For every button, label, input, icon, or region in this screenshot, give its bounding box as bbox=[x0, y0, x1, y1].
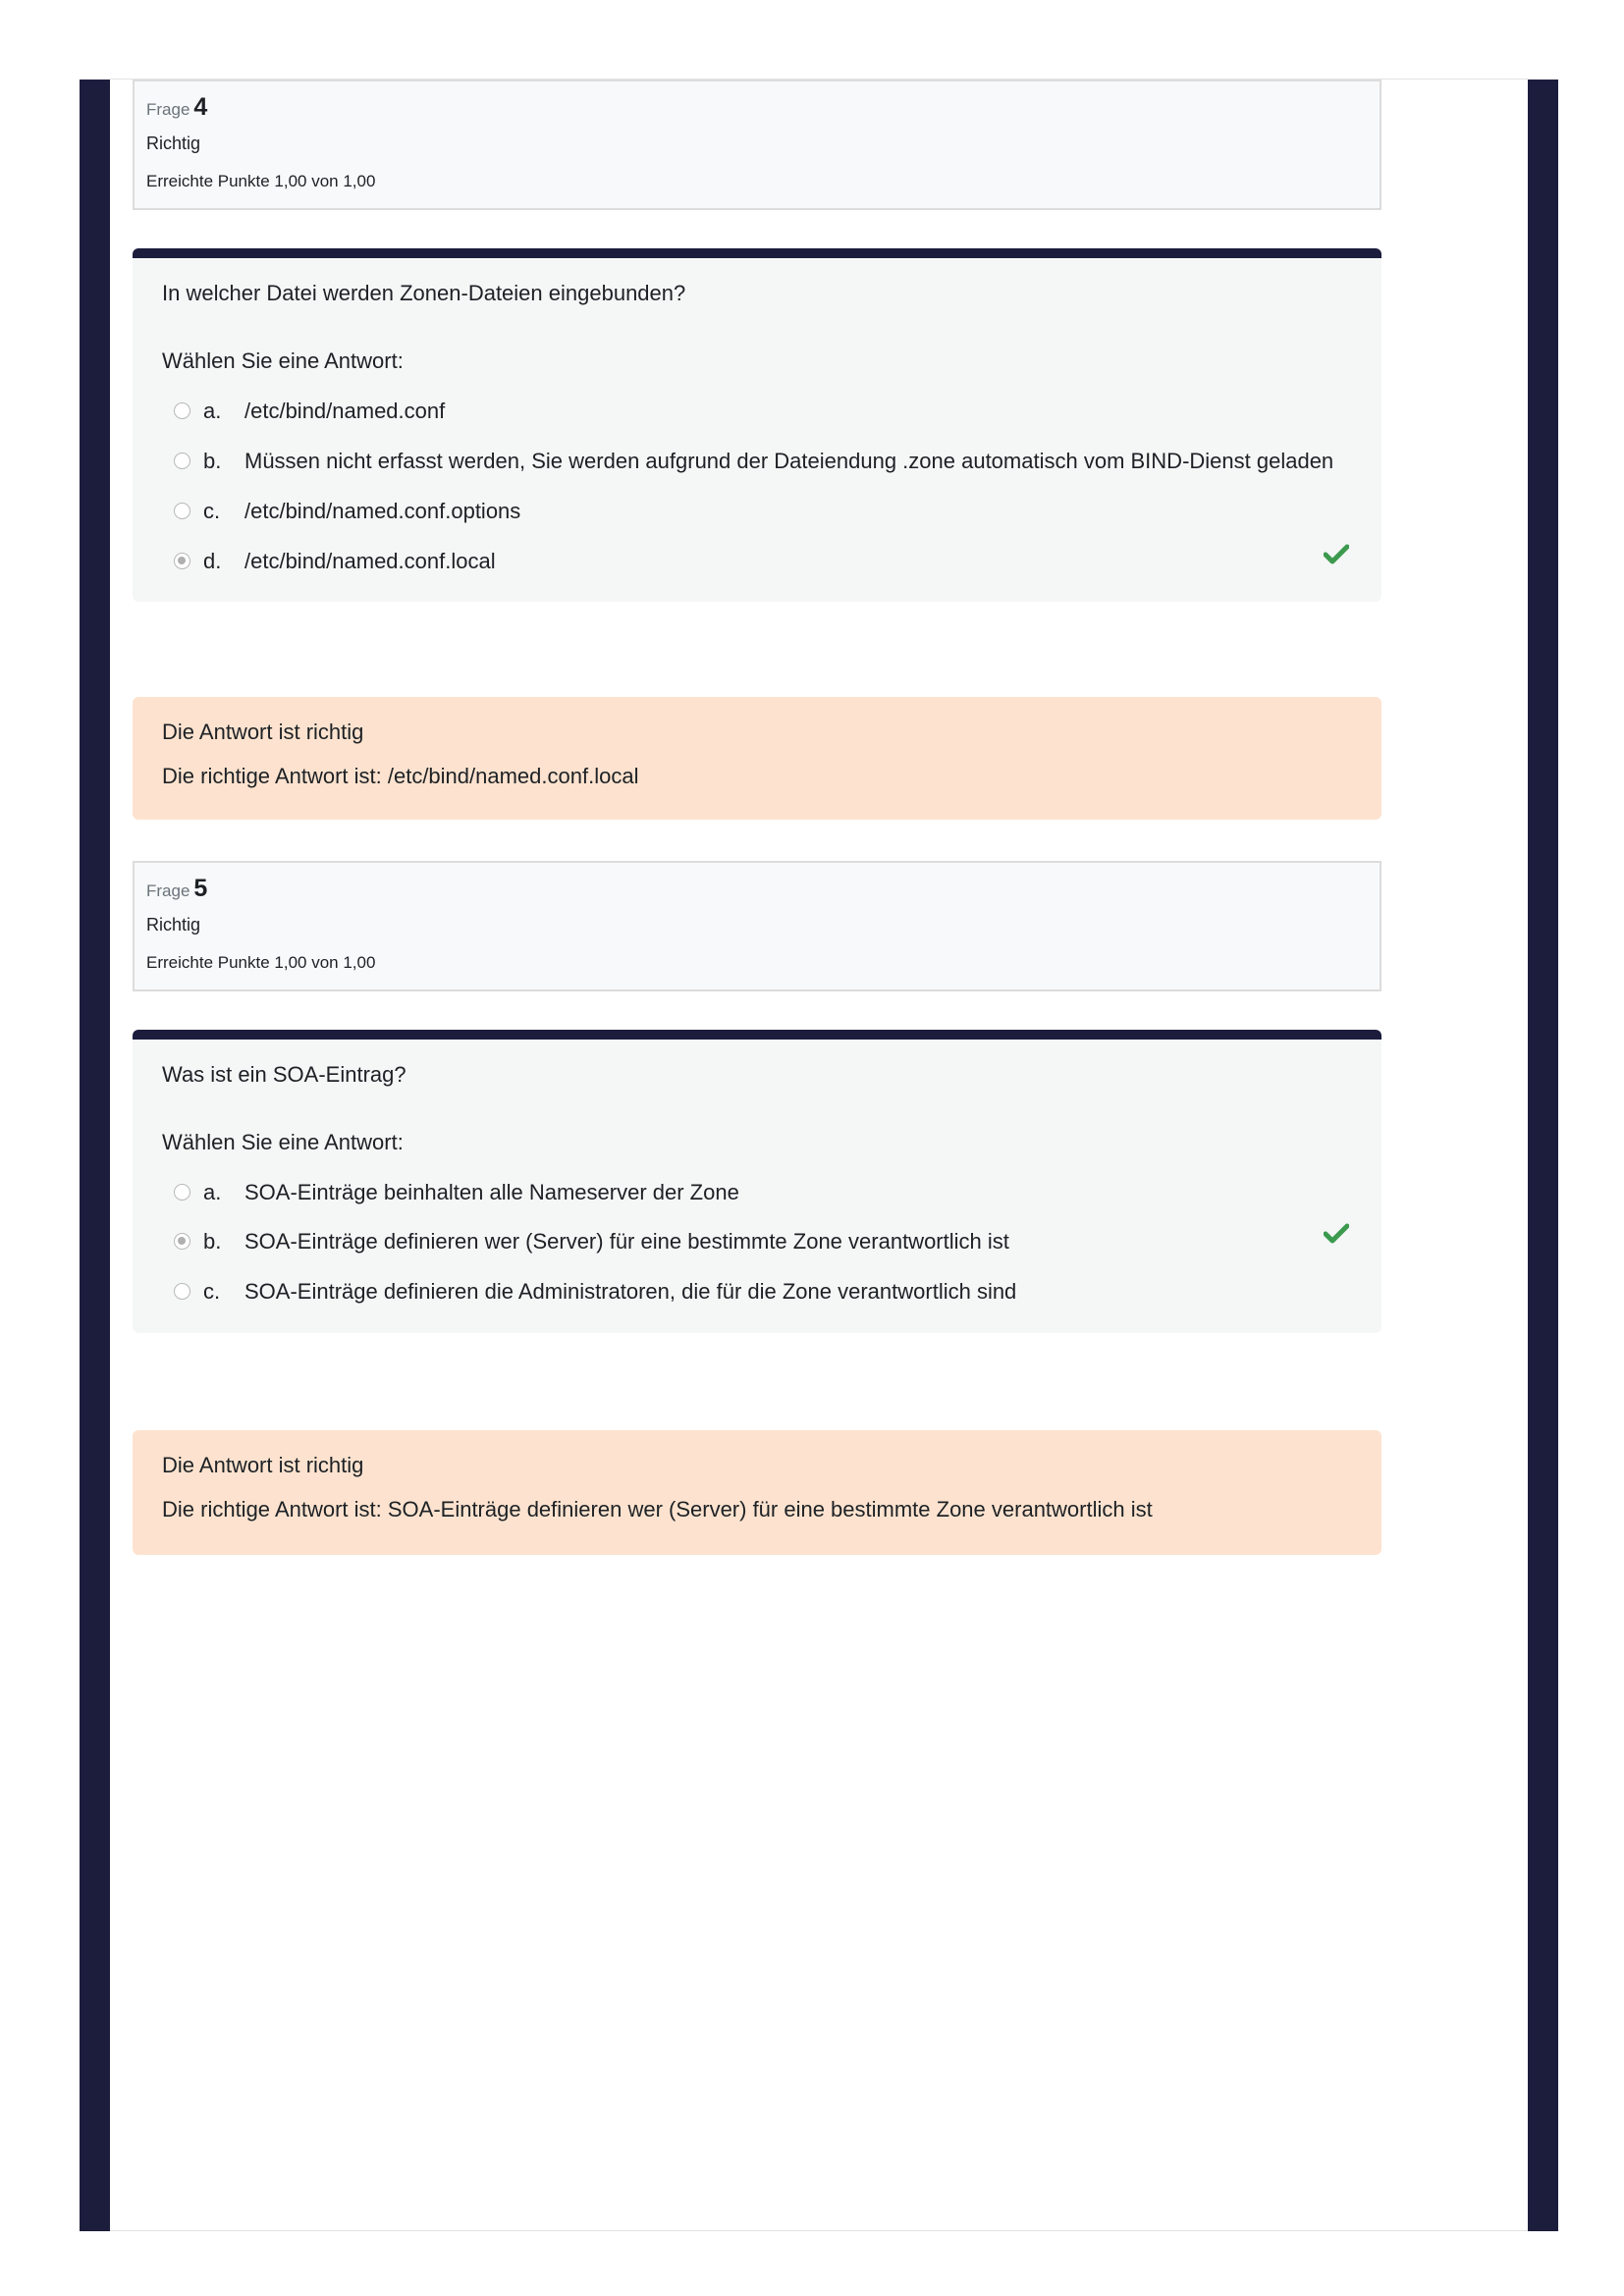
question-number bbox=[146, 93, 207, 122]
question-prompt: In welcher Datei werden Zonen-Dateien eingebunden? bbox=[162, 281, 686, 305]
option-text: SOA-Einträge definieren die Administratoren, die für die Zone verantwortlich sind bbox=[244, 1279, 1017, 1304]
option-text: Müssen nicht erfasst werden, Sie werden aufgrund der Dateiendung .zone automatisch vom BIND-Dienst geladen bbox=[244, 449, 1334, 473]
question-state: Richtig bbox=[146, 133, 201, 153]
bottom-frame-line bbox=[110, 2230, 1528, 2231]
option-text: /etc/bind/named.conf.local bbox=[244, 549, 496, 573]
checkmark-icon bbox=[1324, 544, 1349, 565]
feedback-correct-answer: Die richtige Antwort ist: /etc/bind/named.conf.local bbox=[162, 764, 639, 788]
question-number-value: 4 bbox=[193, 93, 208, 121]
left-frame-border bbox=[80, 80, 110, 2231]
checkmark-icon bbox=[1324, 1223, 1349, 1245]
radio-button[interactable] bbox=[174, 1184, 190, 1201]
radio-button-checked[interactable] bbox=[174, 553, 190, 569]
option-letter: a. bbox=[203, 1180, 222, 1204]
option-text: /etc/bind/named.conf.options bbox=[244, 499, 521, 523]
question-info-box bbox=[133, 861, 1381, 991]
answer-option[interactable] bbox=[174, 399, 1352, 428]
radio-button-checked[interactable] bbox=[174, 1233, 190, 1250]
right-frame-border bbox=[1528, 80, 1558, 2231]
option-letter: b. bbox=[203, 1229, 222, 1254]
radio-button[interactable] bbox=[174, 1283, 190, 1300]
option-letter: a. bbox=[203, 399, 222, 423]
answer-option[interactable] bbox=[174, 1279, 1352, 1308]
question-content bbox=[133, 1030, 1381, 1333]
question-state: Richtig bbox=[146, 915, 201, 934]
question-grade: Erreichte Punkte 1,00 von 1,00 bbox=[146, 953, 376, 972]
option-letter: b. bbox=[203, 449, 222, 473]
radio-button[interactable] bbox=[174, 453, 190, 469]
answer-option[interactable] bbox=[174, 449, 1352, 478]
radio-button[interactable] bbox=[174, 402, 190, 419]
answer-prompt: Wählen Sie eine Antwort: bbox=[162, 1130, 404, 1154]
question-info-box bbox=[133, 80, 1381, 210]
option-text: SOA-Einträge definieren wer (Server) für eine bestimmte Zone verantwortlich ist bbox=[244, 1229, 1009, 1254]
option-letter: c. bbox=[203, 1279, 221, 1304]
feedback-status: Die Antwort ist richtig bbox=[162, 1453, 364, 1477]
option-letter: d. bbox=[203, 549, 222, 573]
question-prompt: Was ist ein SOA-Eintrag? bbox=[162, 1062, 406, 1087]
radio-button[interactable] bbox=[174, 503, 190, 519]
option-text: /etc/bind/named.conf bbox=[244, 399, 446, 423]
question-number bbox=[146, 875, 207, 903]
answer-option[interactable] bbox=[174, 1180, 1352, 1209]
option-letter: c. bbox=[203, 499, 221, 523]
question-label: Frage bbox=[146, 881, 190, 900]
question-label: Frage bbox=[146, 100, 190, 119]
feedback-box bbox=[133, 1430, 1381, 1555]
answer-option[interactable] bbox=[174, 499, 1352, 528]
option-text: SOA-Einträge beinhalten alle Nameserver der Zone bbox=[244, 1180, 739, 1204]
question-number-value: 5 bbox=[193, 875, 208, 902]
feedback-correct-answer: Die richtige Antwort ist: SOA-Einträge definieren wer (Server) für eine bestimmte Zone verantwortlich ist bbox=[162, 1497, 1153, 1522]
question-grade: Erreichte Punkte 1,00 von 1,00 bbox=[146, 172, 376, 190]
answer-option-selected[interactable] bbox=[174, 1229, 1352, 1258]
answer-option-selected[interactable] bbox=[174, 549, 1352, 578]
feedback-status: Die Antwort ist richtig bbox=[162, 720, 364, 744]
feedback-box bbox=[133, 697, 1381, 820]
question-content bbox=[133, 248, 1381, 602]
answer-prompt: Wählen Sie eine Antwort: bbox=[162, 348, 404, 373]
